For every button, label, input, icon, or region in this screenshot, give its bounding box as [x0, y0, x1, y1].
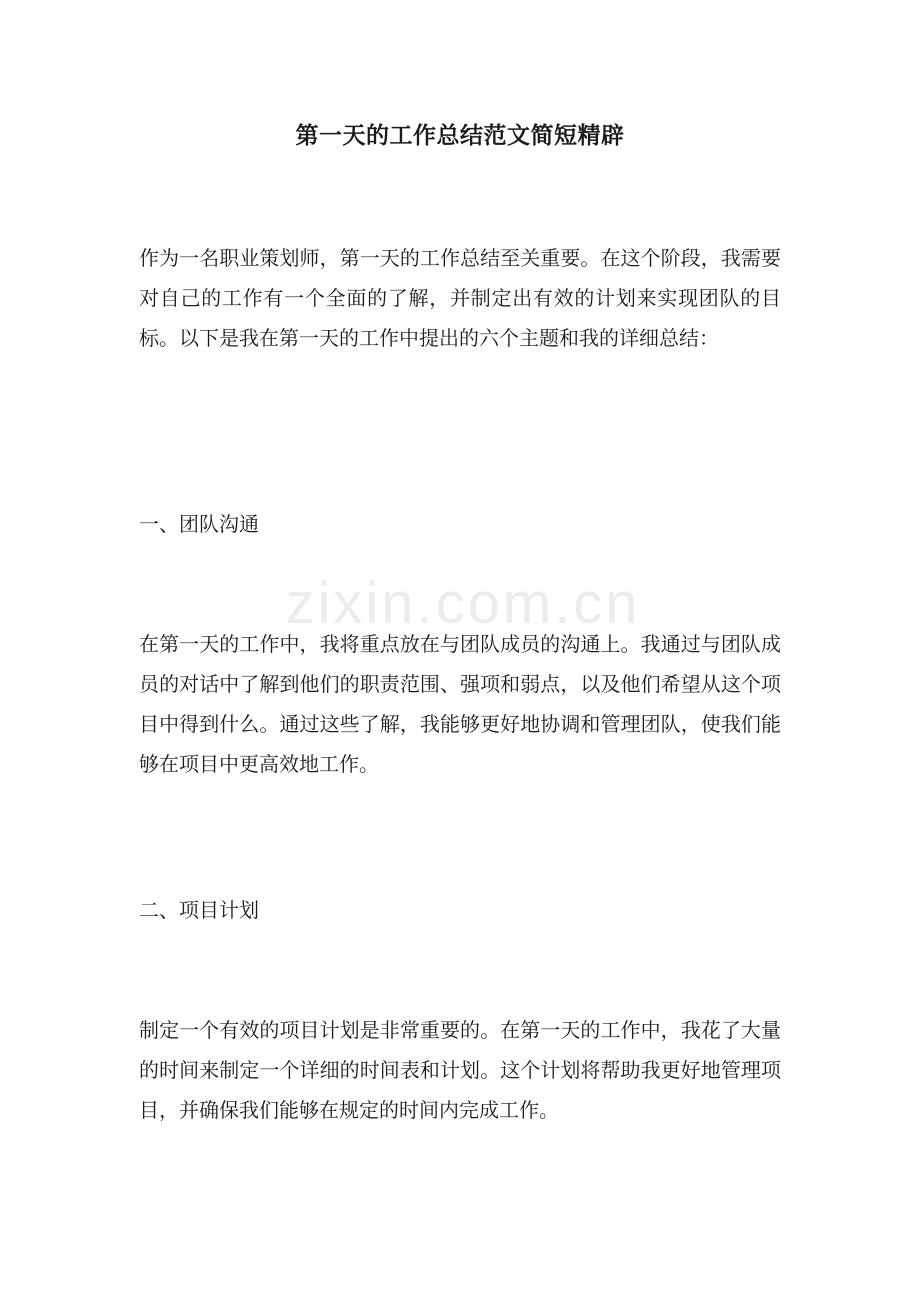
section-heading-project-plan: 二、项目计划 [139, 898, 259, 922]
section-body-team-communication: 在第一天的工作中，我将重点放在与团队成员的沟通上。我通过与团队成员的对话中了解到他们的职责范围、强项和弱点，以及他们希望从这个项目中得到什么。通过这些了解，我能够更好地协调和管理团队，使我们能够在项目中更高效地工作。 [139, 632, 781, 776]
document-title: 第一天的工作总结范文简短精辟 [295, 122, 625, 149]
section-body-project-plan: 制定一个有效的项目计划是非常重要的。在第一天的工作中，我花了大量的时间来制定一个详细的时间表和计划。这个计划将帮助我更好地管理项目，并确保我们能够在规定的时间内完成工作。 [139, 1018, 781, 1122]
intro-paragraph: 作为一名职业策划师，第一天的工作总结至关重要。在这个阶段，我需要对自己的工作有一个全面的了解，并制定出有效的计划来实现团队的目标。以下是我在第一天的工作中提出的六个主题和我的详细总结： [139, 246, 781, 350]
watermark: zixin.com.cn [285, 571, 641, 636]
section-heading-team-communication: 一、团队沟通 [139, 512, 259, 536]
